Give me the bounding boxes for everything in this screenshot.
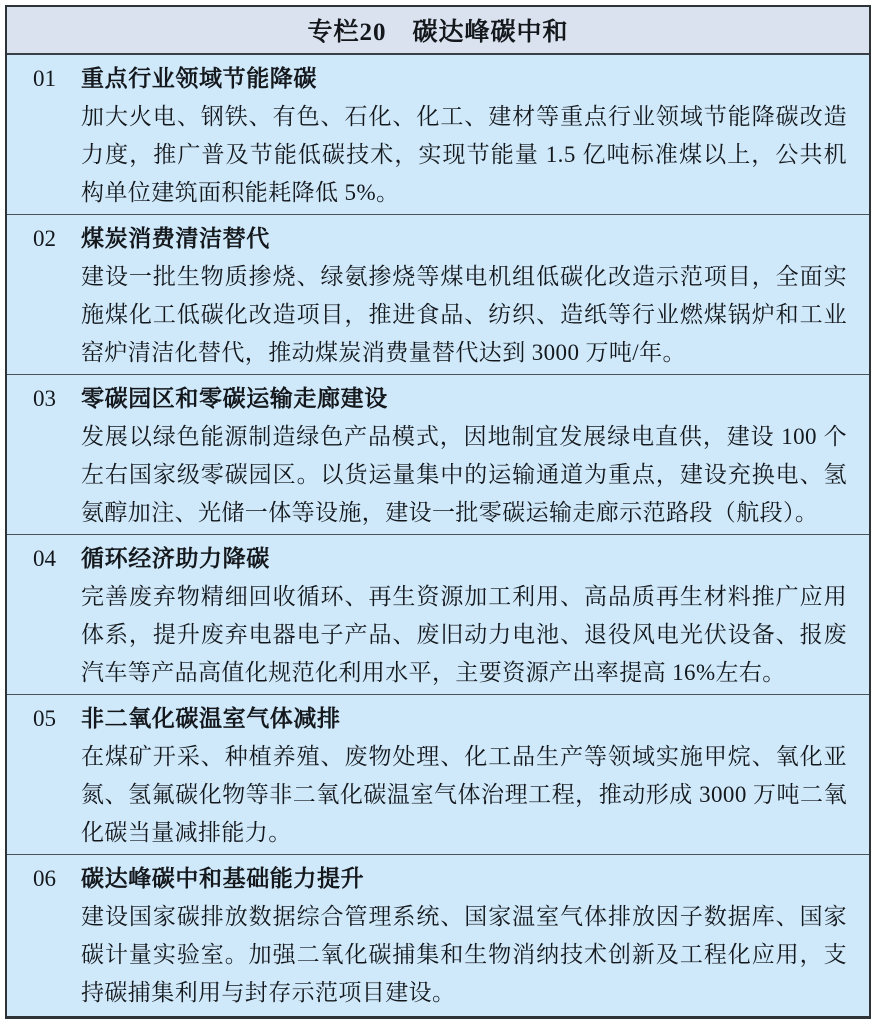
section-heading: 零碳园区和零碳运输走廊建设 — [81, 386, 388, 411]
section-heading: 重点行业领域节能降碳 — [81, 66, 317, 91]
section-number: 06 — [33, 866, 56, 891]
section-number: 05 — [33, 706, 56, 731]
section-body: 在煤矿开采、种植养殖、废物处理、化工品生产等领域实施甲烷、氧化亚氮、氢氟碳化物等非二氧化碳温室气体治理工程，推动形成 3000 万吨二氧化碳当量减排能力。 — [81, 744, 847, 845]
section-row — [7, 854, 869, 1014]
section-body: 发展以绿色能源制造绿色产品模式，因地制宜发展绿电直供，建设 100 个左右国家级零碳园区。以货运量集中的运输通道为重点，建设充换电、氢氨醇加注、光储一体等设施，建设一批零碳运输走廊示范路段（航段）。 — [81, 424, 847, 525]
section-row — [7, 694, 869, 854]
section-heading: 煤炭消费清洁替代 — [81, 226, 270, 251]
section-body: 建设国家碳排放数据综合管理系统、国家温室气体排放因子数据库、国家碳计量实验室。加强二氧化碳捕集和生物消纳技术创新及工程化应用，支持碳捕集利用与封存示范项目建设。 — [81, 904, 847, 1005]
section-row — [7, 374, 869, 534]
section-content — [81, 220, 849, 372]
section-number: 02 — [33, 226, 56, 251]
section-content — [81, 540, 849, 692]
panel-title: 专栏20 碳达峰碳中和 — [307, 19, 569, 46]
section-row — [7, 534, 869, 694]
carbon-panel — [5, 5, 871, 1019]
section-body: 加大火电、钢铁、有色、石化、化工、建材等重点行业领域节能降碳改造力度，推广普及节能低碳技术，实现节能量 1.5 亿吨标准煤以上，公共机构单位建筑面积能耗降低 5%。 — [81, 104, 847, 205]
section-content — [81, 700, 849, 852]
section-number: 04 — [33, 546, 56, 571]
section-heading: 非二氧化碳温室气体减排 — [81, 706, 341, 731]
section-content — [81, 380, 849, 532]
section-body: 建设一批生物质掺烧、绿氨掺烧等煤电机组低碳化改造示范项目，全面实施煤化工低碳化改造项目，推进食品、纺织、造纸等行业燃煤锅炉和工业窑炉清洁化替代，推动煤炭消费量替代达到 3000 万吨/年。 — [81, 264, 847, 365]
section-heading: 循环经济助力降碳 — [81, 546, 270, 571]
section-row — [7, 214, 869, 374]
section-content — [81, 860, 849, 1012]
section-body: 完善废弃物精细回收循环、再生资源加工利用、高品质再生材料推广应用体系，提升废弃电器电子产品、废旧动力电池、退役风电光伏设备、报废汽车等产品高值化规范化利用水平，主要资源产出率提高 16%左右。 — [81, 584, 847, 685]
section-number: 01 — [33, 66, 56, 91]
section-number: 03 — [33, 386, 56, 411]
section-heading: 碳达峰碳中和基础能力提升 — [81, 866, 365, 891]
section-content — [81, 60, 849, 212]
panel-header — [7, 7, 869, 55]
section-row — [7, 55, 869, 214]
